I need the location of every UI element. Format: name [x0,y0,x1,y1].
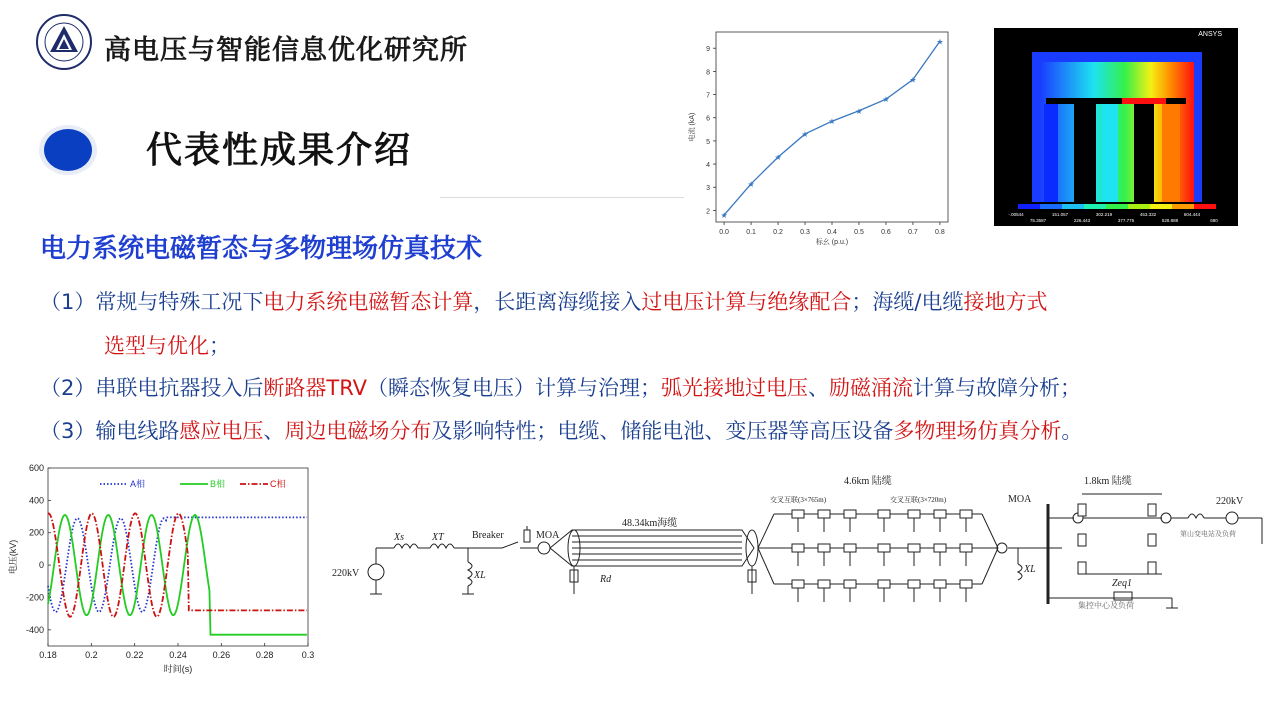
current-chart [684,26,956,248]
right-load-label: 第山变电站及负荷 [1180,530,1236,538]
item-highlight: 多物理场仿真分析 [893,419,1062,443]
x-tick-label: 0.18 [39,650,57,660]
y-tick-label: 8 [706,69,710,77]
y-tick-label: 400 [28,495,44,506]
data-point: ★ [801,129,809,139]
fem-scale-label: 151.057 [1051,212,1069,217]
resistor-box [1148,504,1156,516]
xt-label: XT [432,532,444,543]
fem-scale-swatch [1128,204,1150,209]
series-line [724,41,940,215]
item-text: 计算与故障分析； [913,376,1082,400]
rd-label: Rd [600,574,612,585]
fem-scale-label: 377.775 [1117,218,1135,223]
item-highlight: 励磁涌流 [829,376,914,400]
ansys-label: ANSYS [1198,31,1222,38]
y-tick-label: 6 [706,115,710,123]
subtitle: 电力系统电磁暂态与多物理场仿真技术 [40,234,483,264]
resistor-box [818,544,830,552]
y-tick-label: 5 [706,138,710,146]
x-tick-label: 0.28 [255,650,274,660]
series-line-2 [48,515,307,635]
data-point: ★ [909,75,917,85]
item-text: （瞬态恢复电压）计算与治理； [367,376,662,400]
resistor-box [908,580,920,588]
fem-scale-label: 75.3587 [1029,218,1047,223]
xl2-label: XL [1024,564,1036,575]
center-load-label: 集控中心及负荷 [1078,601,1134,610]
x-tick-label: 0.7 [908,229,918,236]
item-3 [40,415,1082,445]
resistor-box [792,510,804,518]
resistor-box [908,544,920,552]
data-point: ★ [720,211,728,221]
y-tick-label: 4 [706,162,710,170]
x-tick-label: 0.6 [881,229,891,236]
item-highlight: 周边电磁场分布 [284,419,432,443]
resistor-box [908,510,920,518]
data-point: ★ [828,117,836,127]
resistor-box [960,510,972,518]
fem-scale-swatch [1106,204,1128,209]
institute-title: 高电压与智能信息优化研究所 [104,35,468,66]
item-text: 及影响特性；电缆、储能电池、变压器等高压设备 [431,419,894,443]
resistor-box [1148,562,1156,574]
item-text: （3）输电线路 [40,419,180,443]
fem-scale-label: 528.888 [1161,218,1179,223]
resistor-box [844,544,856,552]
data-point: ★ [936,37,944,47]
data-point: ★ [855,106,863,116]
resistor-box [960,580,972,588]
x-tick-label: 0.2 [773,229,783,236]
resistor-box [960,544,972,552]
legend-label: B相 [210,479,226,489]
fem-scale-swatch [1194,204,1216,209]
resistor-box [878,510,890,518]
y-tick-label: -400 [25,624,44,635]
item-highlight: 电力系统电磁暂态计算 [263,290,474,314]
fem-scale-label: 302.219 [1095,212,1113,217]
item-highlight: 过电压计算与绝缘配合 [641,290,852,314]
fem-scale-label: 453.332 [1139,212,1157,217]
legend-label: A相 [130,479,146,489]
cross-bond-a: 交叉互联(3×765m) [770,496,827,504]
fem-simulation-image [994,28,1238,226]
x-tick-label: 0.3 [301,650,315,660]
resistor-box [1078,562,1086,574]
item-highlight: 选型与优化 [104,334,209,358]
resistor-box [934,510,946,518]
land-cable-label: 4.6km 陆缆 [844,476,892,487]
y-tick-label: 600 [28,463,44,473]
x-axis-label: 时间(s) [163,664,193,674]
item-highlight: 接地方式 [963,290,1048,314]
fem-scale-swatch [1172,204,1194,209]
resistor-box [1148,534,1156,546]
fem-scale-swatch [1062,204,1084,209]
source-label: 220kV [332,568,360,579]
y-tick-label: 9 [706,46,710,54]
resistor-box [1078,534,1086,546]
resistor-box [1078,504,1086,516]
x-tick-label: 0.3 [800,229,810,236]
y-axis-label: 电流 (kA) [689,112,696,142]
breaker-label: Breaker [472,530,504,541]
fem-scale-label: -.00544 [1008,212,1024,217]
x-axis-label: 标幺 (p.u.) [815,239,849,246]
x-tick-label: 0.22 [125,650,144,660]
cross-bond-b: 交叉互联(3×720m) [890,496,947,504]
item-highlight: 弧光接地过电压 [661,376,809,400]
plot-frame [48,468,308,646]
item-text: （2）串联电抗器投入后 [40,376,264,400]
series-line-3 [48,513,307,616]
y-axis-label: 电压(kV) [8,539,18,575]
fem-scale-label: 604.444 [1183,212,1201,217]
item-1-line-2 [104,330,230,360]
item-text: ； [209,334,230,358]
fem-scale-swatch [1018,204,1040,209]
resistor-box [818,510,830,518]
fem-scale-swatch [1084,204,1106,209]
x-tick-label: 0.8 [935,229,945,236]
fem-scale-swatch [1040,204,1062,209]
moa-label: MOA [536,530,560,541]
resistor-box [844,510,856,518]
resistor-box [818,580,830,588]
item-highlight: 断路器TRV [263,376,368,400]
plot-frame [716,32,948,222]
resistor-box [792,544,804,552]
short-cable-label: 1.8km 陆缆 [1084,476,1132,487]
item-text: ；海缆/电缆 [851,290,964,314]
x-tick-label: 0.24 [169,650,187,660]
university-logo [36,14,92,70]
x-tick-label: 0.2 [85,650,98,660]
xl-label: XL [474,570,486,581]
x-tick-label: 0.26 [212,650,231,660]
item-highlight: 感应电压 [179,419,264,443]
zeq-label: Zeq1 [1112,578,1132,589]
legend-label: C相 [270,479,286,489]
moa2-label: MOA [1008,494,1032,505]
x-tick-label: 0.0 [719,229,729,236]
x-tick-label: 0.5 [854,229,864,236]
resistor-box [934,580,946,588]
y-tick-label: 0 [38,560,44,571]
section-title: 代表性成果介绍 [146,130,413,171]
y-tick-label: 7 [706,92,710,100]
circuit-diagram [322,464,1274,634]
right-source-label: 220kV [1216,496,1244,507]
item-text: 、 [263,419,285,443]
item-text: （1）常规与特殊工况下 [40,290,264,314]
voltage-chart [8,462,318,676]
data-point: ★ [774,153,782,163]
x-tick-label: 0.4 [827,229,837,236]
item-text: 。 [1061,419,1083,443]
resistor-box [792,580,804,588]
y-tick-label: -200 [25,592,44,603]
sea-cable-label: 48.34km海缆 [622,518,678,529]
item-text: 、 [808,376,830,400]
resistor-box [844,580,856,588]
divider [440,197,690,198]
resistor-box [878,544,890,552]
fem-scale-label: 226.443 [1073,218,1091,223]
item-2 [40,372,1081,402]
resistor-box [878,580,890,588]
data-point: ★ [747,179,755,189]
resistor-box [934,544,946,552]
fem-scale-label: 680 [1210,218,1218,223]
xs-label: Xs [394,532,404,543]
series-line-1 [48,517,307,612]
y-tick-label: 200 [28,527,44,538]
item-text: ，长距离海缆接入 [473,290,642,314]
y-tick-label: 2 [706,208,710,216]
y-tick-label: 3 [706,185,710,193]
data-point: ★ [882,95,890,105]
x-tick-label: 0.1 [746,229,756,236]
fem-scale-swatch [1150,204,1172,209]
item-1-line-1 [40,286,1047,316]
section-bullet-icon [38,124,98,176]
